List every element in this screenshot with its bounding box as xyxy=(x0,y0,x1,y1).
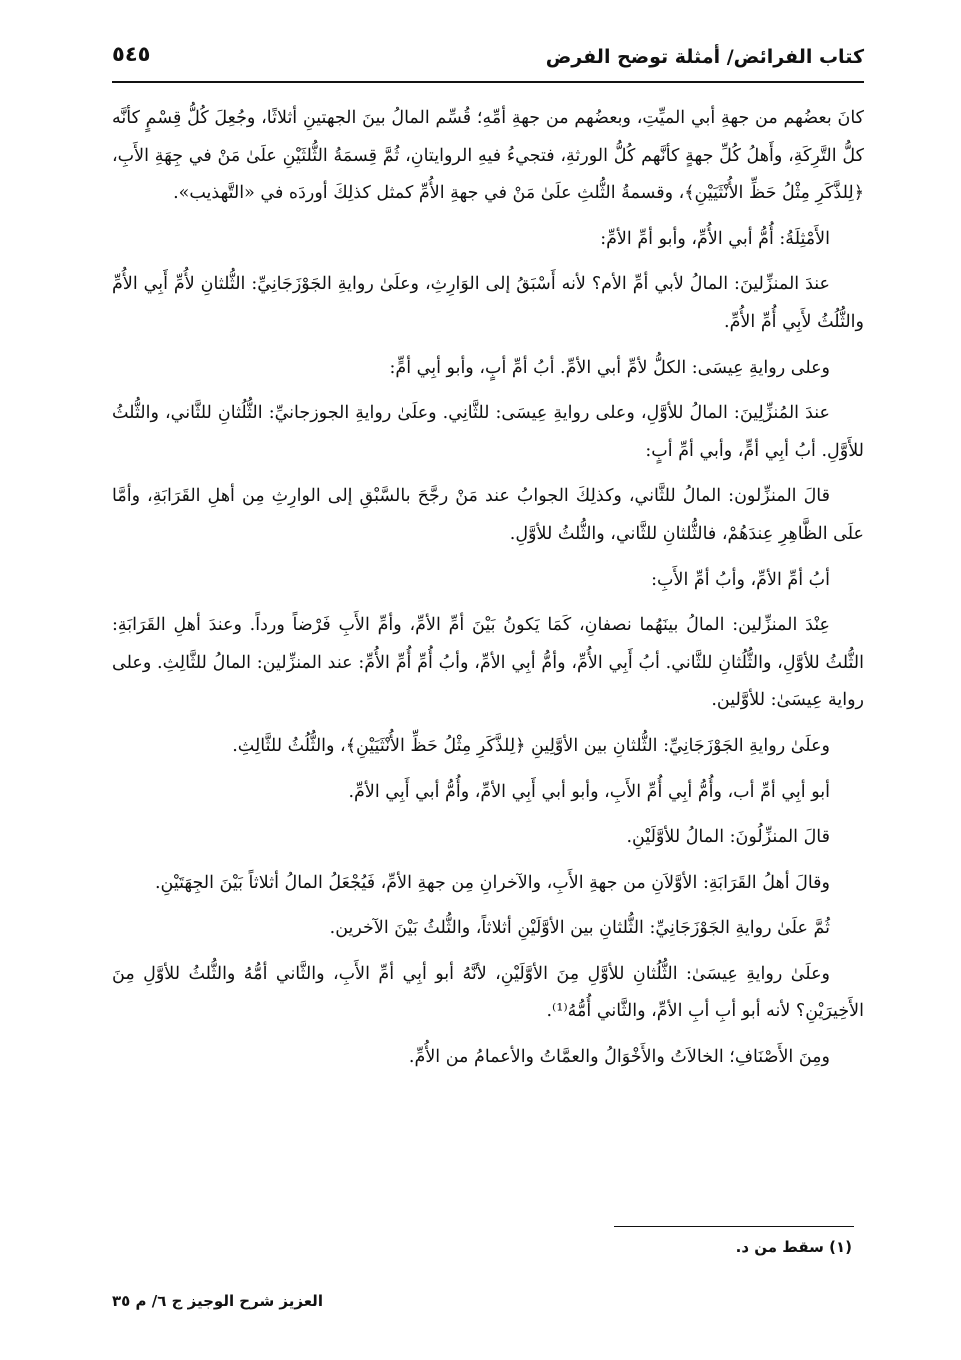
running-title: كتاب الفرائض/ أمثلة توضح الفرض xyxy=(545,46,864,68)
paragraph: قالَ المنزِّلُونَ: المالُ للأوَّلَيْنِ. xyxy=(626,827,830,848)
paragraph: وعلَىٰ روايةِ الجَوْزَجَانِيِّ: الثُّلثانِ بين الأوَّلِينِ ﴿لِلذَّكَرِ مِثْلُ حَظِّ الأُنْثَيَيْنِ﴾، والثُّلُثُ للثَّالِثِ. xyxy=(232,735,830,756)
header-divider xyxy=(112,81,864,83)
page-header xyxy=(112,38,864,78)
paragraph: عندَ المُنزِّلِينَ: المالُ للأوَّلِ، وعلى روايةِ عِيسَى: للثَّانِي. وعلَىٰ روايةِ الجوزجانيِّ: الثُّلُثانِ للثَّاني، والثُّلثُ للأَوَّلِ. أبُ أبِي أمٍّ، وأبي أمِّ أبٍ: xyxy=(112,403,864,461)
paragraph: أبُ أمِّ الأمِّ، وأبُ أمِّ الأَبِ: xyxy=(651,569,830,590)
page-body xyxy=(112,100,864,1085)
paragraph: قالَ المنزِّلون: المالُ للثَّاني، وكذلِكَ الجوابُ عند مَنْ رجَّحَ بالسَّبْقِ إلى الوارِثِ مِن أهلِ القَرَابَةِ، وأمَّا علَى الظَّاهِرِ عِندَهُمْ، فالثُّلثانِ للثَّاني، والثُّلثُ للأوَّلِ. xyxy=(112,486,864,544)
paragraph: كانَ بعضُهم من جهةِ أبي الميِّتِ، وبعضُهم من جهةِ أمِّهِ؛ قُسِّم المالُ بينَ الجهتينِ أثلاثًا، وجُعِلَ كُلُّ قِسْمٍ كأنَّه كلُّ التَّرِكَةِ، وأَهلُ كُلِّ جهةٍ كأنَّهم كُلُّ الورثةِ، فتجيءُ فيهِ الروايتانِ، ثُمَّ قِسمَةُ الثُّلثَيْنِ علَىٰ مَنْ في جِهَةِ الأَبِ، ﴿لِلذَّكَرِ مِثْلُ حَظِّ الأُنْثَيَيْنِ﴾، وقسمةُ الثُّلثِ علَىٰ مَنْ في جهةِ الأُمِّ كمثل كذلِكَ أوردَه في «التَّهذيب». xyxy=(112,108,864,204)
paragraph: ومِنَ الأَصْنَافِ؛ الخالاَتُ والأَخْوَالُ والعمَّاتُ والأعمامُ من الأُمِّ. xyxy=(408,1047,830,1068)
paragraph: وقالَ أهلُ القَرَابَةِ: الأوَّلاَنِ من جهةِ الأَبِ، والآخرانِ مِن جهةِ الأمِّ، فَيُجْعَلُ المالُ أثلاثاً بَيْنَ الجِهَتَيْنِ. xyxy=(154,872,830,893)
page-footer: العزيز شرح الوجيز ج ٦/ م ٣٥ xyxy=(112,1292,323,1310)
paragraph: الأَمْثِلَةُ: أُمُّ أبي الأُمِّ، وأبو أمِّ الأمِّ: xyxy=(600,228,830,249)
footnote: (١) سقط من د. xyxy=(735,1238,852,1256)
paragraph: وعلى روايةِ عِيسَى: الكلُّ لأمِّ أبي الأمِّ. أبُ أمِّ أبٍ، وأبو أبِي أمٍّ: xyxy=(389,357,830,378)
paragraph: أبو أبِي أمِّ أب، وأُمُّ أبِي أُمِّ الأَبِ، وأبو أبي أَبِي الأمِّ، وأُمُّ أبي أَبِي الأمِّ. xyxy=(348,781,830,802)
page-number: ٥٤٥ xyxy=(112,42,151,66)
paragraph: ثُمَّ علَىٰ روايةِ الجَوْزَجَانِيِّ: الثُّلثانِ بين الأوَّلَيْنِ أثلاثاً، والثُّلثُ بَيْنَ الآخرين. xyxy=(329,918,830,939)
paragraph: عِنْدَ المنزِّلين: المالُ بينَهُما نصفانِ، كَمَا يَكونُ بَيْنَ أمِّ الأمِّ، وأمِّ الأَبِ فَرْضاً ورداً. وعندَ أهلِ القَرَابَةِ: الثُّلثُ للأوَّلِ، والثُّلُثانِ للثَّاني. أبُ أَبِي الأُمِّ، وأمُّ أبِي الأمِّ، وأبُ أُمِّ أُمِّ الأُمِّ: عند المنزِّلين: المالُ للثَّالِثِ. وعلى رواية عِيسَىٰ: للأوَّلين. xyxy=(112,615,864,711)
paragraph: عندَ المنزِّلينَ: المالُ لأبي أمِّ الأم؟ لأنه أَسْبَقُ إلى الوَارِثِ، وعلَىٰ روايةِ الجَوْزَجَانِيِّ: الثُّلثانِ لأُمِّ أَبِي الأُمِّ والثُّلُثُ لأَبِي أُمِّ الأُمِّ. xyxy=(112,274,864,332)
paragraph: وعلَىٰ روايةِ عِيسَىٰ: الثُّلُثانِ للأوَّلِ مِنَ الأوَّلَيْنِ، لأنَّهُ أبو أبِي أمِّ الأَبِ، والثَّاني أمُّهُ والثُّلثُ للأوَّلِ مِنَ الأَخِيرَيْنِ؟ لأنه أبو أبِ أبِ الأمِّ، والثَّاني أُمُّهُ⁽¹⁾. xyxy=(112,963,864,1022)
footnote-divider xyxy=(614,1226,854,1227)
